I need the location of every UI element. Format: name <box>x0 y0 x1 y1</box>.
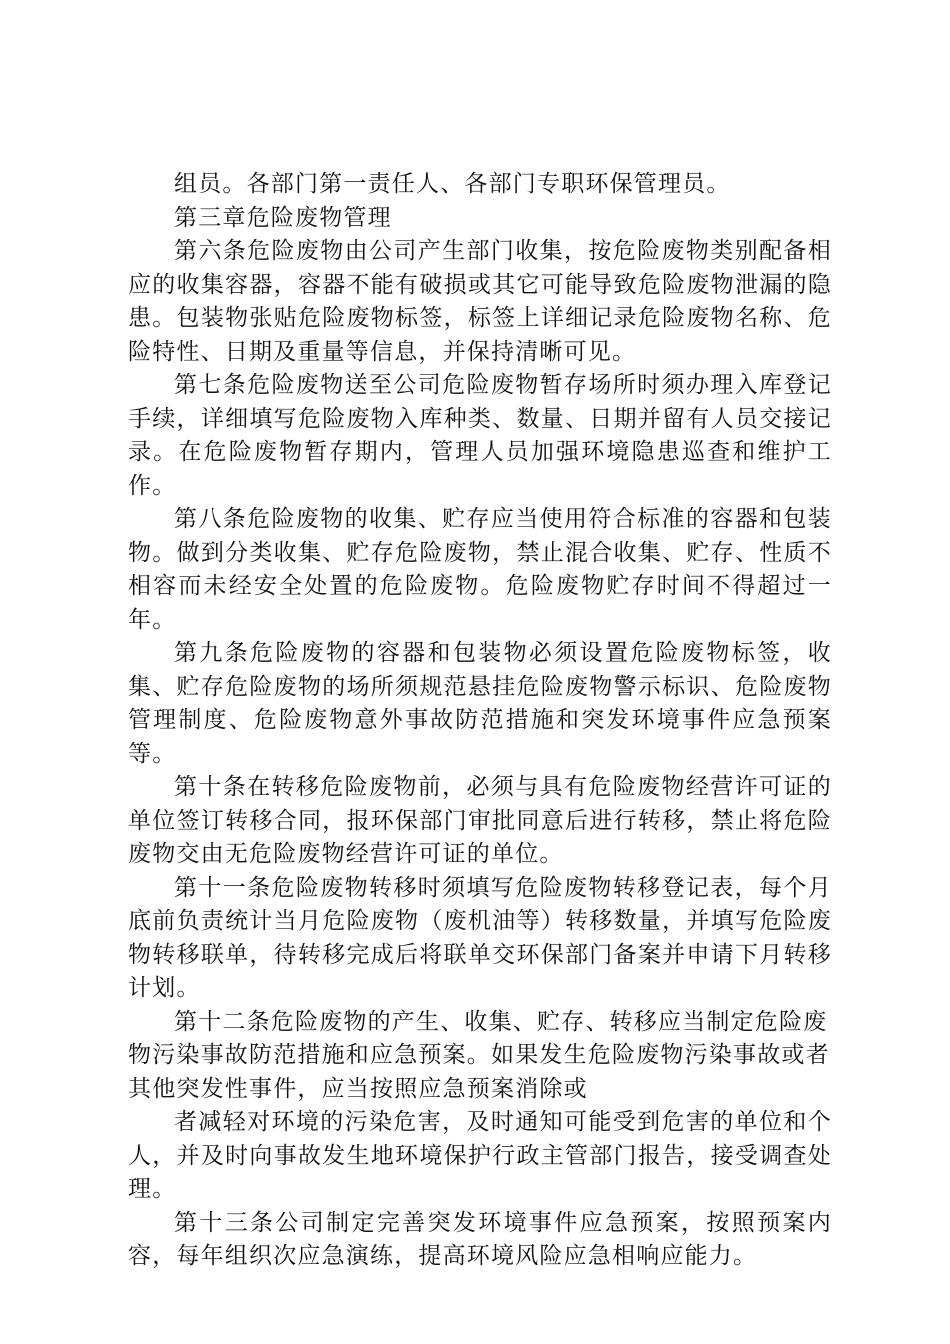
chapter-heading: 第三章危险废物管理 <box>174 204 392 231</box>
article-12: 第十二条危险废物的产生、收集、贮存、转移应当制定危险废物污染事故防范措施和应急预案。如果发生危险废物污染事故或者其他突发性事件，应当按照应急预案消除或 <box>128 1008 830 1102</box>
article-9: 第九条危险废物的容器和包装物必须设置危险废物标签，收集、贮存危险废物的场所须规范悬挂危险废物警示标识、危险废物管理制度、危险废物意外事故防范措施和突发环境事件应急预案等。 <box>128 640 832 767</box>
document-body <box>128 168 832 1274</box>
article-10: 第十条在转移危险废物前，必须与具有危险废物经营许可证的单位签订转移合同，报环保部门审批同意后进行转移，禁止将危险废物交由无危险废物经营许可证的单位。 <box>128 774 832 867</box>
article-7: 第七条危险废物送至公司危险废物暂存场所时须办理入库登记手续，详细填写危险废物入库种类、数量、日期并留有人员交接记录。在危险废物暂存期内，管理人员加强环境隐患巡查和维护工作。 <box>128 372 832 499</box>
paragraph-continuation: 组员。各部门第一责任人、各部门专职环保管理员。 <box>174 171 731 197</box>
article-8: 第八条危险废物的收集、贮存应当使用符合标准的容器和包装物。做到分类收集、贮存危险废物，禁止混合收集、贮存、性质不相容而未经安全处置的危险废物。危险废物贮存时间不得超过一年。 <box>128 506 832 633</box>
article-13: 第十三条公司制定完善突发环境事件应急预案，按照预案内容，每年组织次应急演练，提高环境风险应急相响应能力。 <box>128 1209 832 1269</box>
article-11: 第十一条危险废物转移时须填写危险废物转移登记表，每个月底前负责统计当月危险废物（废机油等）转移数量，并填写危险废物转移联单，待转移完成后将联单交环保部门备案并申请下月转移计划。 <box>128 874 832 1001</box>
article-12-continued: 者减轻对环境的污染危害，及时通知可能受到危害的单位和个人，并及时向事故发生地环境保护行政主管部门报告，接受调查处理。 <box>128 1109 832 1202</box>
article-6: 第六条危险废物由公司产生部门收集，按危险废物类别配备相应的收集容器，容器不能有破损或其它可能导致危险废物泄漏的隐患。包装物张贴危险废物标签，标签上详细记录危险废物名称、危险特性、日期及重量等信息，并保持清晰可见。 <box>128 238 832 365</box>
